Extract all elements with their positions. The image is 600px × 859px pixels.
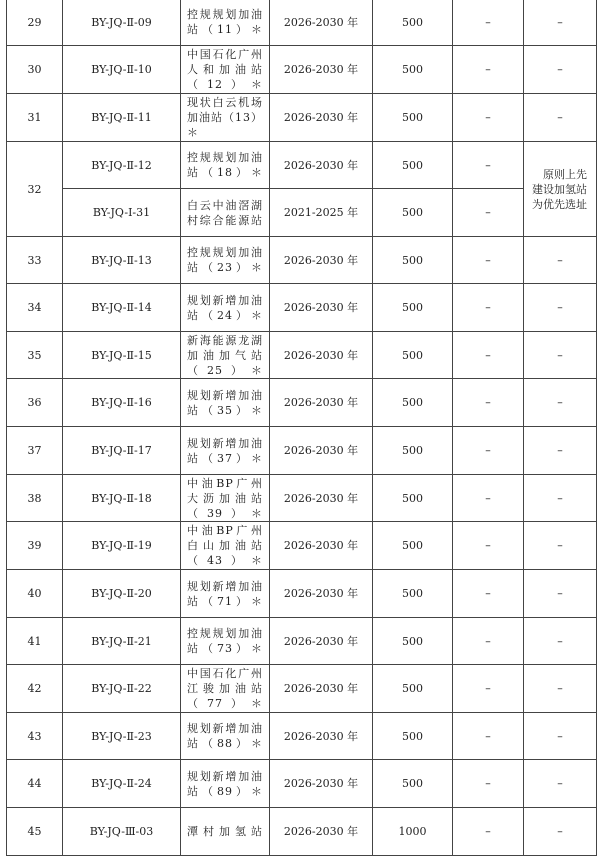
remarks-cell: – — [524, 665, 597, 713]
construction-period-cell: 2026-2030 年 — [270, 46, 373, 94]
construction-period-cell: 2026-2030 年 — [270, 142, 373, 189]
row-number-cell: 38 — [7, 475, 63, 522]
row-number-cell: 40 — [7, 570, 63, 618]
row-number-cell: 29 — [7, 0, 63, 46]
capacity-cell: 500 — [373, 46, 453, 94]
station-code-cell: BY-JQ-Ⅱ-15 — [63, 332, 181, 379]
capacity-cell: 500 — [373, 0, 453, 46]
remarks-cell: – — [524, 475, 597, 522]
col6-cell: – — [453, 760, 524, 808]
row-number-cell: 39 — [7, 522, 63, 570]
station-code-cell: BY-JQ-Ⅱ-23 — [63, 713, 181, 760]
capacity-cell: 500 — [373, 713, 453, 760]
station-name-cell: 规划新增加油站（89）＊ — [181, 760, 270, 808]
remarks-cell: – — [524, 570, 597, 618]
remarks-cell: – — [524, 379, 597, 427]
station-name-cell: 控规规划加油站（73）＊ — [181, 618, 270, 665]
construction-period-cell: 2026-2030 年 — [270, 522, 373, 570]
station-code-cell: BY-JQ-Ⅰ-31 — [63, 189, 181, 237]
station-table — [6, 0, 597, 856]
station-name-cell: 白云中油滘湖村综合能源站 — [181, 189, 270, 237]
station-code-cell: BY-JQ-Ⅱ-11 — [63, 94, 181, 142]
table-row — [7, 332, 597, 379]
table-row — [7, 284, 597, 332]
station-name-cell: 新海能源龙湖加油加气站（25）＊ — [181, 332, 270, 379]
station-name-cell: 控规规划加油站（11）＊ — [181, 0, 270, 46]
construction-period-cell: 2026-2030 年 — [270, 808, 373, 856]
station-code-cell: BY-JQ-Ⅱ-10 — [63, 46, 181, 94]
remarks-cell: – — [524, 284, 597, 332]
row-number-cell: 30 — [7, 46, 63, 94]
capacity-cell: 500 — [373, 332, 453, 379]
remarks-cell: – — [524, 713, 597, 760]
station-code-cell: BY-JQ-Ⅱ-24 — [63, 760, 181, 808]
station-name-cell: 规划新增加油站（71）＊ — [181, 570, 270, 618]
construction-period-cell: 2026-2030 年 — [270, 332, 373, 379]
col6-cell: – — [453, 237, 524, 284]
station-code-cell: BY-JQ-Ⅱ-17 — [63, 427, 181, 475]
capacity-cell: 500 — [373, 379, 453, 427]
col6-cell: – — [453, 379, 524, 427]
row-number-cell: 36 — [7, 379, 63, 427]
col6-cell: – — [453, 189, 524, 237]
table-row — [7, 760, 597, 808]
col6-cell: – — [453, 427, 524, 475]
station-name-cell: 规划新增加油站（88）＊ — [181, 713, 270, 760]
table-row — [7, 713, 597, 760]
capacity-cell: 500 — [373, 237, 453, 284]
table-row — [7, 475, 597, 522]
table-row — [7, 808, 597, 856]
station-code-cell: BY-JQ-Ⅱ-21 — [63, 618, 181, 665]
table-body — [7, 0, 597, 856]
station-name-cell: 控规规划加油站（23）＊ — [181, 237, 270, 284]
remarks-cell: – — [524, 808, 597, 856]
station-code-cell: BY-JQ-Ⅱ-16 — [63, 379, 181, 427]
col6-cell: – — [453, 808, 524, 856]
row-number-cell: 42 — [7, 665, 63, 713]
col6-cell: – — [453, 94, 524, 142]
row-number-cell: 44 — [7, 760, 63, 808]
station-name-cell: 中油BP广州大沥加油站（39）＊ — [181, 475, 270, 522]
remarks-cell: – — [524, 522, 597, 570]
col6-cell: – — [453, 284, 524, 332]
station-code-cell: BY-JQ-Ⅱ-09 — [63, 0, 181, 46]
table-row — [7, 94, 597, 142]
station-code-cell: BY-JQ-Ⅲ-03 — [63, 808, 181, 856]
station-name-cell: 中国石化广州人和加油站（12）＊ — [181, 46, 270, 94]
station-name-cell: 潭村加氢站 — [181, 808, 270, 856]
construction-period-cell: 2026-2030 年 — [270, 618, 373, 665]
row-number-cell: 43 — [7, 713, 63, 760]
col6-cell: – — [453, 46, 524, 94]
table-row — [7, 0, 597, 46]
remarks-cell: – — [524, 46, 597, 94]
remarks-cell: 原则上先建设加氢站为优先选址 — [524, 142, 597, 237]
col6-cell: – — [453, 142, 524, 189]
construction-period-cell: 2026-2030 年 — [270, 0, 373, 46]
col6-cell: – — [453, 665, 524, 713]
remarks-cell: – — [524, 427, 597, 475]
table-row — [7, 237, 597, 284]
col6-cell: – — [453, 618, 524, 665]
construction-period-cell: 2026-2030 年 — [270, 665, 373, 713]
table-row — [7, 618, 597, 665]
row-number-cell: 37 — [7, 427, 63, 475]
table-row — [7, 46, 597, 94]
station-code-cell: BY-JQ-Ⅱ-20 — [63, 570, 181, 618]
capacity-cell: 500 — [373, 189, 453, 237]
col6-cell: – — [453, 0, 524, 46]
capacity-cell: 500 — [373, 142, 453, 189]
station-code-cell: BY-JQ-Ⅱ-18 — [63, 475, 181, 522]
construction-period-cell: 2026-2030 年 — [270, 284, 373, 332]
remarks-cell: – — [524, 760, 597, 808]
capacity-cell: 500 — [373, 522, 453, 570]
construction-period-cell: 2026-2030 年 — [270, 475, 373, 522]
table-row — [7, 570, 597, 618]
col6-cell: – — [453, 522, 524, 570]
station-name-cell: 规划新增加油站（24）＊ — [181, 284, 270, 332]
row-number-cell: 35 — [7, 332, 63, 379]
table-row — [7, 379, 597, 427]
row-number-cell: 45 — [7, 808, 63, 856]
station-name-cell: 规划新增加油站（35）＊ — [181, 379, 270, 427]
construction-period-cell: 2026-2030 年 — [270, 713, 373, 760]
construction-period-cell: 2026-2030 年 — [270, 427, 373, 475]
col6-cell: – — [453, 332, 524, 379]
capacity-cell: 500 — [373, 427, 453, 475]
table-row — [7, 189, 597, 237]
remarks-cell: – — [524, 332, 597, 379]
station-code-cell: BY-JQ-Ⅱ-14 — [63, 284, 181, 332]
station-name-cell: 控规规划加油站（18）＊ — [181, 142, 270, 189]
row-number-cell: 31 — [7, 94, 63, 142]
col6-cell: – — [453, 570, 524, 618]
station-name-cell: 规划新增加油站（37）＊ — [181, 427, 270, 475]
construction-period-cell: 2026-2030 年 — [270, 237, 373, 284]
remarks-cell: – — [524, 94, 597, 142]
table-row — [7, 665, 597, 713]
capacity-cell: 500 — [373, 760, 453, 808]
station-name-cell: 中油BP广州白山加油站（43）＊ — [181, 522, 270, 570]
construction-period-cell: 2026-2030 年 — [270, 760, 373, 808]
table-row — [7, 142, 597, 189]
station-code-cell: BY-JQ-Ⅱ-13 — [63, 237, 181, 284]
station-code-cell: BY-JQ-Ⅱ-22 — [63, 665, 181, 713]
capacity-cell: 500 — [373, 284, 453, 332]
station-code-cell: BY-JQ-Ⅱ-19 — [63, 522, 181, 570]
capacity-cell: 500 — [373, 618, 453, 665]
capacity-cell: 500 — [373, 475, 453, 522]
capacity-cell: 500 — [373, 94, 453, 142]
table-row — [7, 427, 597, 475]
table-row — [7, 522, 597, 570]
col6-cell: – — [453, 475, 524, 522]
construction-period-cell: 2021-2025 年 — [270, 189, 373, 237]
station-name-cell: 现状白云机场加油站（13）＊ — [181, 94, 270, 142]
remarks-cell: – — [524, 618, 597, 665]
construction-period-cell: 2026-2030 年 — [270, 379, 373, 427]
capacity-cell: 500 — [373, 665, 453, 713]
construction-period-cell: 2026-2030 年 — [270, 570, 373, 618]
construction-period-cell: 2026-2030 年 — [270, 94, 373, 142]
station-code-cell: BY-JQ-Ⅱ-12 — [63, 142, 181, 189]
col6-cell: – — [453, 713, 524, 760]
row-number-cell: 32 — [7, 142, 63, 237]
station-name-cell: 中国石化广州江骏加油站（77）＊ — [181, 665, 270, 713]
remarks-cell: – — [524, 0, 597, 46]
row-number-cell: 34 — [7, 284, 63, 332]
capacity-cell: 1000 — [373, 808, 453, 856]
row-number-cell: 41 — [7, 618, 63, 665]
row-number-cell: 33 — [7, 237, 63, 284]
capacity-cell: 500 — [373, 570, 453, 618]
remarks-cell: – — [524, 237, 597, 284]
